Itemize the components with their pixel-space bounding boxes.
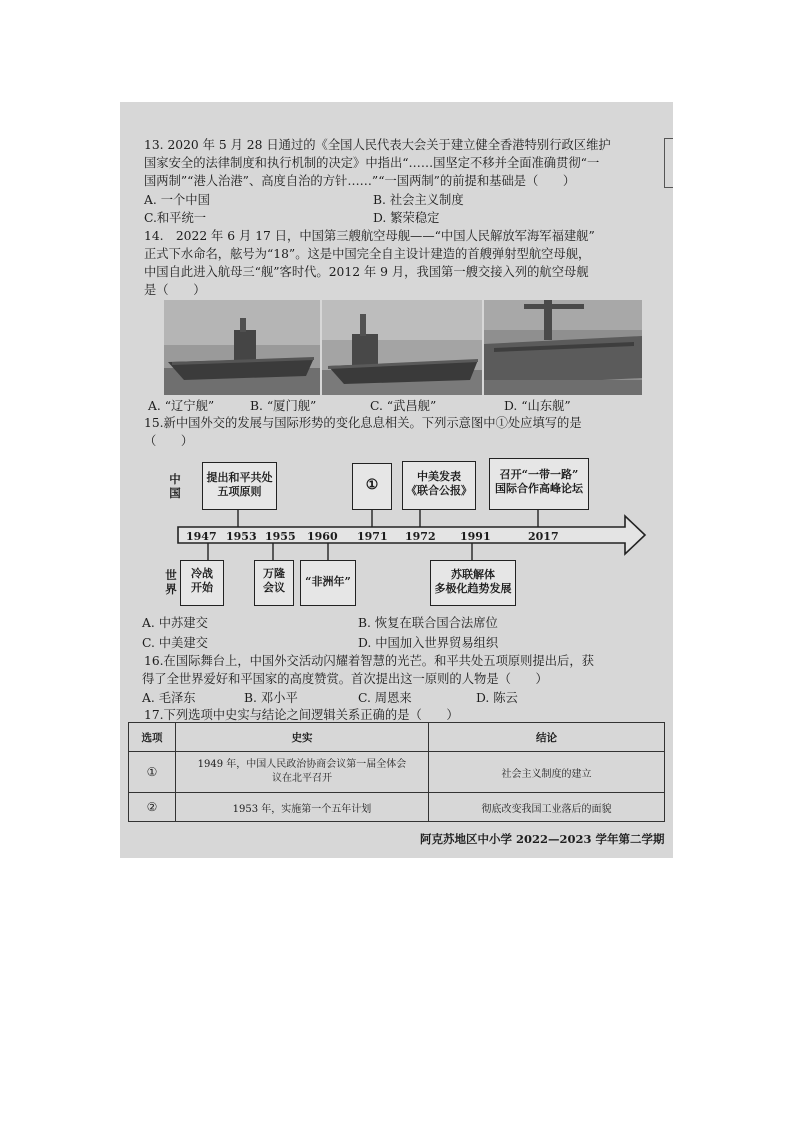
q15-option-a: A. 中苏建交 bbox=[142, 616, 208, 630]
row-2-option: ② bbox=[129, 793, 176, 822]
year-1971: 1971 bbox=[357, 530, 388, 543]
china-event-joint-communique: 中美发表 《联合公报》 bbox=[402, 461, 476, 510]
q15-line-2: （ ） bbox=[144, 434, 194, 448]
china-label-char-2: 国 bbox=[169, 486, 181, 500]
china-event-blank: ① bbox=[352, 463, 392, 510]
q14-option-b: B. “厦门舰” bbox=[250, 399, 317, 413]
row-2-fact: 1953 年，实施第一个五年计划 bbox=[176, 793, 429, 822]
q16-option-a: A. 毛泽东 bbox=[142, 691, 196, 705]
q15-option-d: D. 中国加入世界贸易组织 bbox=[358, 636, 499, 650]
q17-table bbox=[128, 722, 665, 822]
row-1-fact: 1949 年，中国人民政治协商会议第一届全体会 议在北平召开 bbox=[176, 752, 429, 793]
q15-option-b: B. 恢复在联合国合法席位 bbox=[358, 616, 498, 630]
world-event-bandung: 万隆 会议 bbox=[254, 560, 294, 606]
china-event-belt-road-forum: 召开“一带一路” 国际合作高峰论坛 bbox=[489, 458, 589, 510]
q17-line: 17.下列选项中史实与结论之间逻辑关系正确的是（ ） bbox=[144, 708, 459, 722]
q15-line-1: 15.新中国外交的发展与国际形势的变化息息相关。下列示意图中①处应填写的是 bbox=[144, 416, 582, 430]
timeline-lines bbox=[120, 102, 673, 622]
q16-line-2: 得了全世界爱好和平国家的高度赞赏。首次提出这一原则的人物是（ ） bbox=[142, 672, 548, 686]
header-option: 选项 bbox=[129, 723, 176, 752]
table-row bbox=[129, 793, 665, 822]
q13-option-c: C.和平统一 bbox=[144, 211, 207, 225]
year-1972: 1972 bbox=[405, 530, 436, 543]
year-1955: 1955 bbox=[265, 530, 296, 543]
year-1947: 1947 bbox=[186, 530, 217, 543]
q16-option-c: C. 周恩来 bbox=[358, 691, 412, 705]
q13-option-b: B. 社会主义制度 bbox=[373, 193, 464, 207]
year-1991: 1991 bbox=[460, 530, 491, 543]
row-1-conclusion: 社会主义制度的建立 bbox=[429, 752, 665, 793]
row-1-option: ① bbox=[129, 752, 176, 793]
q16-line-1: 16.在国际舞台上，中国外交活动闪耀着智慧的光芒。和平共处五项原则提出后，获 bbox=[144, 654, 594, 668]
q13-option-d: D. 繁荣稳定 bbox=[373, 211, 440, 225]
q13-line-2: 国家安全的法律制度和执行机制的决定》中指出“……国坚定不移并全面准确贯彻“一 bbox=[144, 156, 600, 170]
world-event-cold-war: 冷战 开始 bbox=[180, 560, 224, 606]
q15-option-c: C. 中美建交 bbox=[142, 636, 208, 650]
scanned-exam-page bbox=[120, 102, 673, 858]
china-event-panch-sheel: 提出和平共处 五项原则 bbox=[202, 462, 277, 510]
china-label-char-1: 中 bbox=[169, 472, 181, 486]
q16-option-d: D. 陈云 bbox=[476, 691, 518, 705]
world-label-char-1: 世 bbox=[165, 568, 177, 582]
year-2017: 2017 bbox=[528, 530, 559, 543]
world-event-ussr-dissolution: 苏联解体 多极化趋势发展 bbox=[430, 560, 516, 606]
header-conclusion: 结论 bbox=[429, 723, 665, 752]
year-1953: 1953 bbox=[226, 530, 257, 543]
q14-line-2: 正式下水命名，舷号为“18”。这是中国完全自主设计建造的首艘弹射型航空母舰， bbox=[144, 247, 591, 261]
q14-option-c: C. “武昌舰” bbox=[370, 399, 437, 413]
q14-option-a: A. “辽宁舰” bbox=[148, 399, 215, 413]
q14-line-1: 14. 2022 年 6 月 17 日，中国第三艘航空母舰——“中国人民解放军海军福建舰” bbox=[144, 229, 595, 243]
q13-option-a: A. 一个中国 bbox=[144, 193, 210, 207]
page-footer: 阿克苏地区中小学 2022—2023 学年第二学期 bbox=[420, 832, 665, 846]
q16-option-b: B. 邓小平 bbox=[244, 691, 298, 705]
table-row bbox=[129, 752, 665, 793]
table-header-row bbox=[129, 723, 665, 752]
q13-line-3: 国两制”“港人治港”、高度自治的方针……”“一国两制”的前提和基础是（ ） bbox=[144, 174, 576, 188]
q13-line-1: 13. 2020 年 5 月 28 日通过的《全国人民代表大会关于建立健全香港特别行政区维护 bbox=[144, 138, 611, 152]
q14-line-3: 中国自此进入航母三“舰”客时代。2012 年 9 月，我国第一艘交接入列的航空母舰 bbox=[144, 265, 589, 279]
row-2-conclusion: 彻底改变我国工业落后的面貌 bbox=[429, 793, 665, 822]
q14-option-d: D. “山东舰” bbox=[504, 399, 571, 413]
q14-line-4: 是（ ） bbox=[144, 283, 206, 297]
header-fact: 史实 bbox=[176, 723, 429, 752]
world-event-africa-year: “非洲年” bbox=[300, 560, 356, 606]
year-1960: 1960 bbox=[307, 530, 338, 543]
world-label-char-2: 界 bbox=[165, 582, 177, 596]
